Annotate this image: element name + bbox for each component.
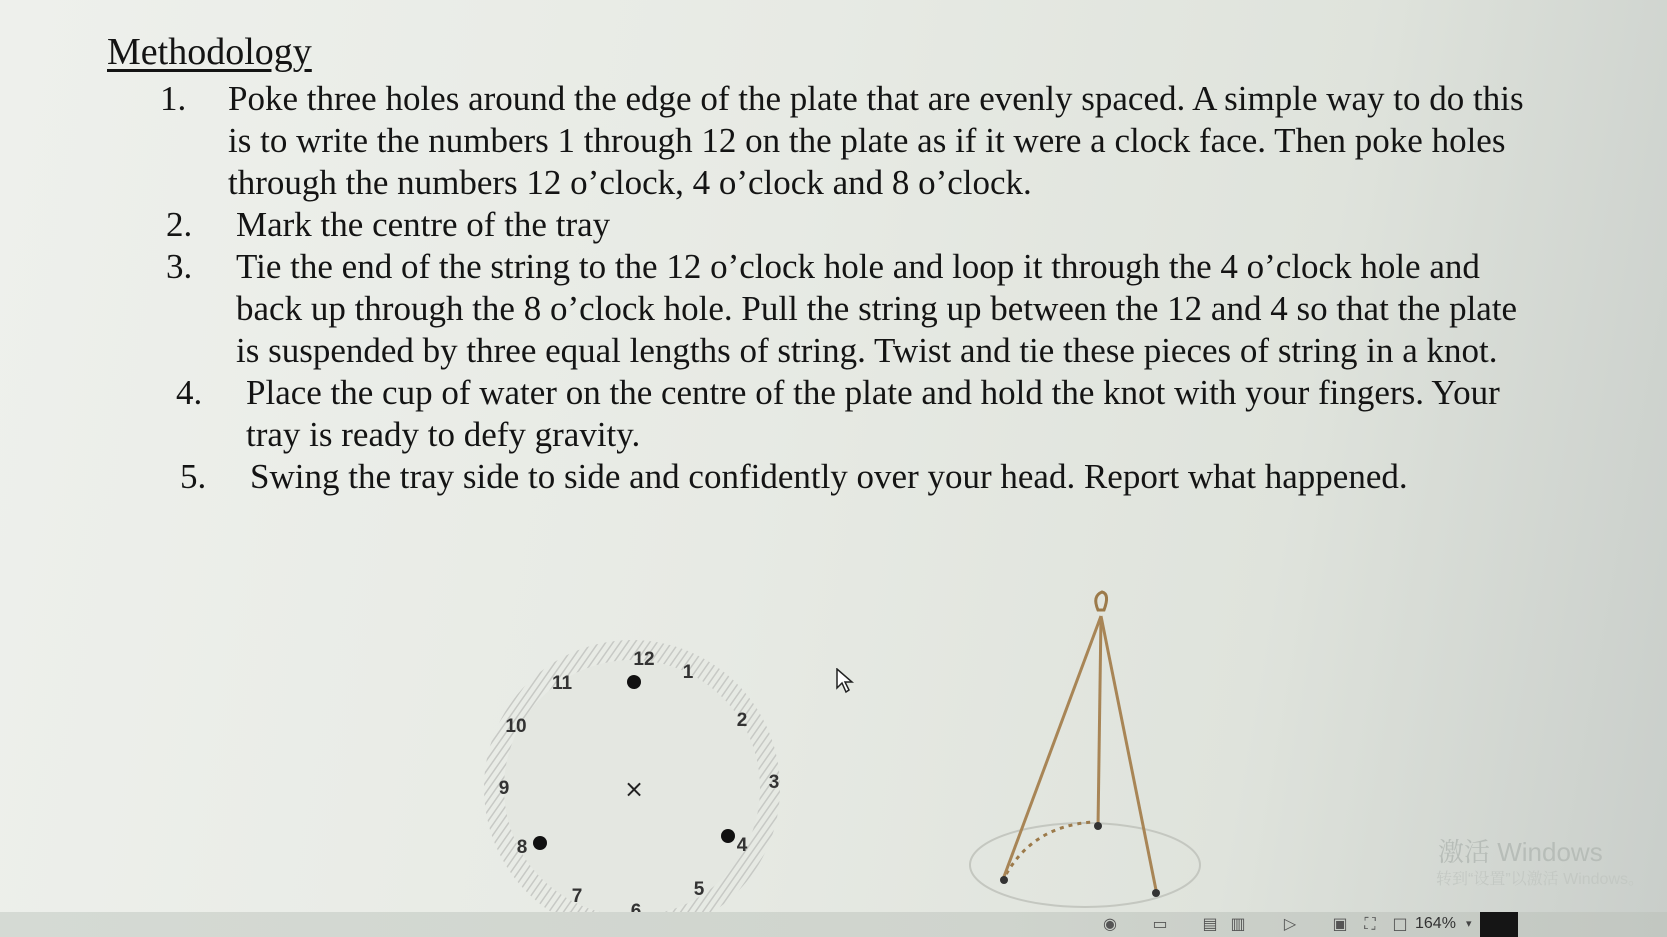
section-heading: Methodology (107, 31, 312, 73)
zoom-level[interactable]: 164% (1415, 915, 1456, 932)
step-text: Mark the centre of the tray (236, 205, 611, 244)
fit-icon[interactable]: ▣ (1332, 914, 1348, 933)
knot (1096, 592, 1107, 610)
string-right (1101, 616, 1157, 895)
suspended-tray-figure (960, 590, 1220, 910)
layout-icon[interactable]: ▭ (1152, 914, 1168, 933)
step-text: Poke three holes around the edge of the plate that are evenly spaced. A simple way to do this is to write the numbers 1 through 12 on the plate as if it were a clock face. Then poke holes through the numbers 12 o’clock, 4 o’clock and 8 o’clock. (228, 79, 1524, 202)
mouse-pointer-icon (836, 668, 854, 694)
tray-outline (970, 823, 1200, 907)
clock-number-11: 11 (551, 673, 573, 694)
step-text: Tie the end of the string to the 12 o’clock hole and loop it through the 4 o’clock hole and back up through the 8 o’clock hole. Pull the string up between the 12 and 4 so that the plate is suspended by three equal lengths of string. Twist and tie these pieces of string in a knot. (236, 247, 1518, 370)
tray-hole-left (1000, 876, 1008, 884)
step-1 (160, 78, 1530, 204)
clock-number-4: 4 (736, 835, 748, 856)
hole-12 (627, 675, 641, 689)
step-3 (166, 246, 1530, 372)
activation-watermark-sub: 转到“设置”以激活 Windows。 (1436, 871, 1645, 888)
step-number: 1. (160, 79, 187, 118)
zoom-icon[interactable]: □ (1392, 914, 1408, 933)
tray-hole-right (1152, 889, 1160, 897)
step-number: 4. (176, 373, 203, 412)
clock-plate-figure (482, 640, 782, 937)
taskbar-edge (1480, 912, 1518, 937)
tray-center-point (1094, 822, 1102, 830)
hole-8 (533, 836, 547, 850)
step-number: 3. (166, 247, 193, 286)
step-4 (176, 372, 1530, 456)
step-number: 2. (166, 205, 193, 244)
string-left (1002, 616, 1101, 882)
hole-4 (721, 829, 735, 843)
step-text: Swing the tray side to side and confidently over your head. Report what happened. (250, 457, 1408, 496)
clock-number-12: 12 (633, 649, 655, 670)
clock-number-9: 9 (498, 778, 510, 799)
clock-number-8: 8 (516, 837, 528, 858)
clock-number-10: 10 (505, 716, 527, 737)
zoom-dropdown-icon[interactable]: ▾ (1466, 917, 1472, 930)
step-text: Place the cup of water on the centre of the plate and hold the knot with your fingers. Your tray is ready to defy gravity. (246, 373, 1500, 454)
clock-number-2: 2 (736, 710, 748, 731)
eye-icon[interactable]: ◉ (1103, 914, 1117, 933)
clock-number-3: 3 (768, 772, 780, 793)
string-middle (1098, 616, 1101, 828)
step-5 (180, 456, 1530, 498)
clock-number-1: 1 (682, 662, 694, 683)
fullpage-icon[interactable]: ⛶ (1364, 914, 1376, 933)
activation-watermark: 激活 Windows (1438, 837, 1603, 867)
page-view-icon[interactable]: ▤ (1202, 914, 1218, 933)
clock-number-7: 7 (571, 886, 583, 907)
center-mark: × (623, 775, 645, 803)
step-number: 5. (180, 457, 207, 496)
step-2 (166, 204, 1530, 246)
play-icon[interactable]: ▷ (1283, 914, 1297, 933)
two-page-icon[interactable]: ▥ (1230, 914, 1246, 933)
methodology-steps (160, 78, 1530, 498)
clock-number-5: 5 (693, 879, 705, 900)
